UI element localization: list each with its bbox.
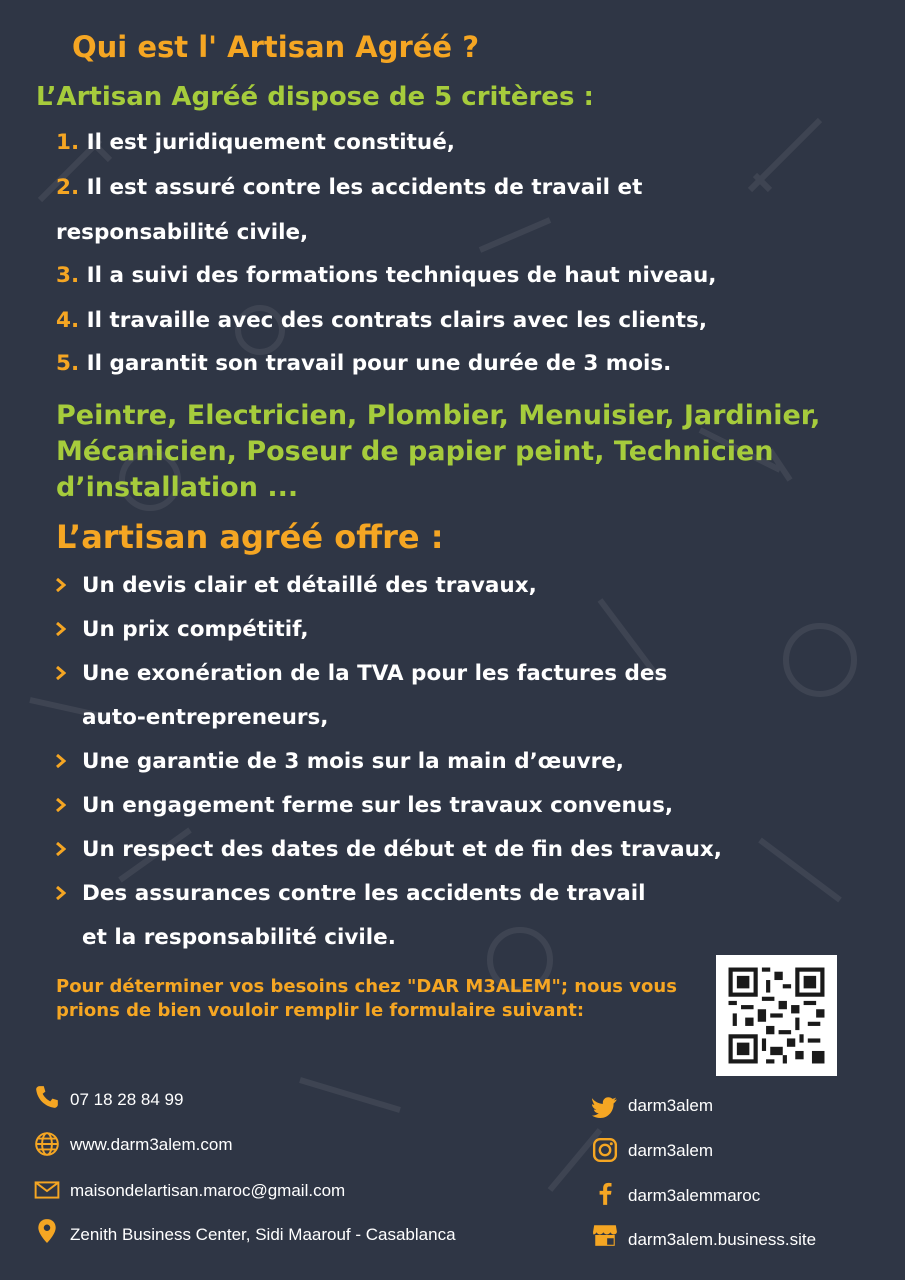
facebook-icon xyxy=(592,1180,618,1206)
location-pin-icon xyxy=(34,1218,60,1244)
mail-icon xyxy=(34,1177,60,1203)
chevron-right-icon xyxy=(55,842,66,856)
instagram-icon xyxy=(592,1137,618,1163)
offer-item: Un devis clair et détaillé des travaux, xyxy=(82,573,537,598)
offer-item: Une exonération de la TVA pour les factures des xyxy=(82,661,668,686)
chevron-right-icon xyxy=(55,886,66,900)
twitter-icon xyxy=(592,1094,618,1120)
email-link[interactable]: maisondelartisan.maroc@gmail.com xyxy=(70,1181,346,1200)
chevron-right-icon xyxy=(55,578,66,592)
criterion-2: 2. Il est assuré contre les accidents de travail et xyxy=(56,175,643,200)
form-invitation-note: Pour déterminer vos besoins chez "DAR M3ALEM"; nous vous prions de bien vouloir remplir le formulaire suivant: xyxy=(56,976,677,1021)
criteria-heading: L’Artisan Agréé dispose de 5 critères : xyxy=(36,82,594,112)
criterion-1: 1. Il est juridiquement constitué, xyxy=(56,130,455,155)
offers-heading: L’artisan agréé offre : xyxy=(56,518,444,556)
address: Zenith Business Center, Sidi Maarouf - Casablanca xyxy=(70,1225,456,1244)
offer-item: Des assurances contre les accidents de travail xyxy=(82,881,646,906)
chevron-right-icon xyxy=(55,666,66,680)
trades-list: Peintre, Electricien, Plombier, Menuisier, Jardinier, Mécanicien, Poseur de papier peint, Technicien d’installation ... xyxy=(56,400,821,503)
offer-item-continued: et la responsabilité civile. xyxy=(82,925,396,950)
criterion-3: 3. Il a suivi des formations techniques de haut niveau, xyxy=(56,263,717,288)
offer-item: Une garantie de 3 mois sur la main d’œuvre, xyxy=(82,749,624,774)
offer-item: Un prix compétitif, xyxy=(82,617,309,642)
twitter-handle[interactable]: darm3alem xyxy=(628,1096,714,1115)
page-title: Qui est l' Artisan Agréé ? xyxy=(72,30,480,64)
chevron-right-icon xyxy=(55,754,66,768)
criterion-5: 5. Il garantit son travail pour une durée de 3 mois. xyxy=(56,351,672,376)
offer-item: Un engagement ferme sur les travaux convenus, xyxy=(82,793,674,818)
offer-item: Un respect des dates de début et de fin des travaux, xyxy=(82,837,722,862)
store-icon xyxy=(592,1222,618,1248)
instagram-handle[interactable]: darm3alem xyxy=(628,1141,714,1160)
criterion-2-continued: responsabilité civile, xyxy=(56,220,309,245)
phone-icon xyxy=(34,1084,60,1110)
qr-code[interactable] xyxy=(716,955,837,1076)
business-site-link[interactable]: darm3alem.business.site xyxy=(628,1230,817,1249)
chevron-right-icon xyxy=(55,622,66,636)
facebook-handle[interactable]: darm3alemmaroc xyxy=(628,1186,761,1205)
chevron-right-icon xyxy=(55,798,66,812)
website-link[interactable]: www.darm3alem.com xyxy=(70,1135,233,1154)
offer-item-continued: auto-entrepreneurs, xyxy=(82,705,329,730)
phone-number[interactable]: 07 18 28 84 99 xyxy=(70,1090,184,1109)
criterion-4: 4. Il travaille avec des contrats clairs avec les clients, xyxy=(56,308,707,333)
globe-icon xyxy=(34,1131,60,1157)
